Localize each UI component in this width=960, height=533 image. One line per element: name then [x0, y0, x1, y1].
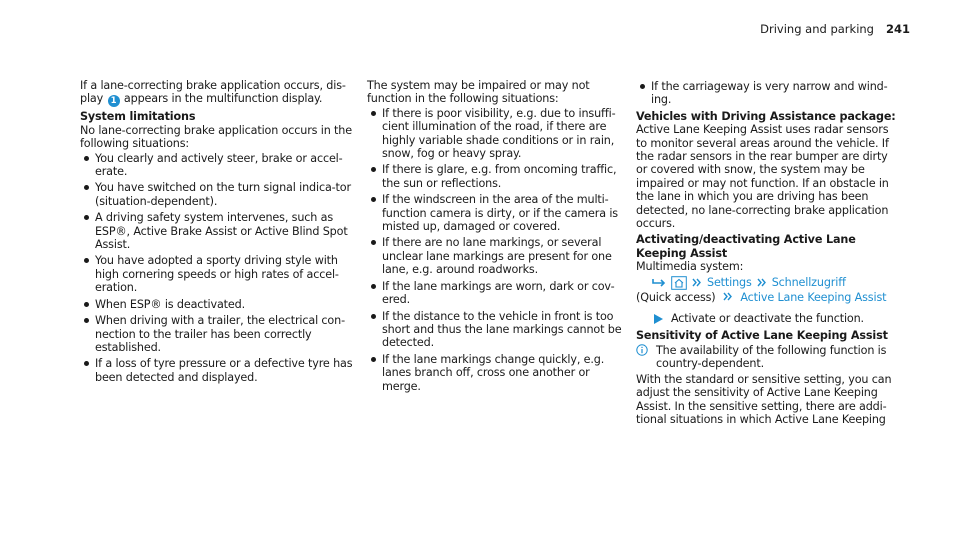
column-1 — [80, 79, 355, 387]
list-item: You clearly and actively steer, brake or accel-erate. — [80, 152, 355, 179]
intro-paragraph: If a lane-correcting brake application occurs, dis-play 1 appears in the multifunction display. — [80, 79, 346, 107]
multimedia-label: Multimedia system: — [636, 260, 744, 274]
list-item: If there is poor visibility, e.g. due to insuffi-cient illumination of the road, if there are highly variable shade conditions or in rain, snow, fog or heavy spray. — [367, 107, 627, 161]
narrow-road-list — [636, 80, 901, 107]
quick-access-line: (Quick access) Active Lane Keeping Assist — [636, 290, 887, 304]
limitations-lead: No lane-correcting brake application occurs in the following situations: — [80, 123, 352, 151]
list-item: If there is glare, e.g. from oncoming traffic, the sun or reflections. — [367, 163, 627, 190]
active-lane-keeping-assist-menu-item[interactable]: Active Lane Keeping Assist — [740, 290, 887, 304]
quick-access-menu-item[interactable]: Schnellzugriff — [771, 275, 846, 289]
list-item: If the lane markings change quickly, e.g. lanes branch off, cross one another or merge. — [367, 353, 627, 393]
column-3 — [636, 79, 901, 426]
action-step — [636, 312, 901, 325]
settings-menu-item[interactable]: Settings — [707, 275, 752, 289]
impaired-list — [367, 107, 627, 393]
list-item: You have adopted a sporty driving style with high cornering speeds or high rates of accel-eration. — [80, 254, 355, 294]
info-text: The availability of the following function is country-dependent. — [656, 343, 887, 371]
list-item: If the carriageway is very narrow and wind-ing. — [636, 80, 901, 107]
info-note — [636, 344, 901, 371]
list-item: If a loss of tyre pressure or a defective tyre has been detected and displayed. — [80, 357, 355, 384]
page-number: 241 — [885, 22, 910, 36]
activating-heading: Activating/deactivating Active Lane Keeping Assist — [636, 233, 856, 260]
column-2 — [367, 79, 627, 396]
list-item: If there are no lane markings, or several unclear lane markings are present for one lane, e.g. around roadworks. — [367, 236, 627, 276]
play-icon — [654, 314, 663, 324]
sensitivity-heading: Sensitivity of Active Lane Keeping Assist — [636, 328, 888, 342]
system-limitations-heading: System limitations — [80, 110, 196, 124]
impaired-lead: The system may be impaired or may not function in the following situations: — [367, 79, 590, 106]
info-icon — [636, 344, 648, 356]
navigation-path — [636, 276, 901, 290]
list-item: You have switched on the turn signal indica-tor (situation-dependent). — [80, 181, 355, 208]
list-item: A driving safety system intervenes, such as ESP®, Active Brake Assist or Active Blind Spot Assist. — [80, 211, 355, 251]
list-item: If the distance to the vehicle in front is too short and thus the lane markings cannot be detected. — [367, 310, 627, 350]
page-header — [760, 22, 910, 36]
list-item: When ESP® is deactivated. — [80, 298, 355, 311]
display-badge-icon: 1 — [108, 95, 120, 107]
home-icon[interactable] — [671, 276, 687, 290]
sensitivity-text: With the standard or sensitive setting, you can adjust the sensitivity of Active Lane Keeping Assist. In the sensitive setting, there are addi-tional situations in which Active Lane Keeping — [636, 372, 892, 426]
list-item: When driving with a trailer, the electrical con-nection to the trailer has been correctly established. — [80, 314, 355, 354]
limitations-list — [80, 152, 355, 385]
action-text: Activate or deactivate the function. — [671, 312, 864, 326]
package-heading: Vehicles with Driving Assistance package: — [636, 109, 896, 123]
chevron-right-icon — [757, 278, 767, 287]
return-arrow-icon — [652, 278, 666, 288]
chevron-right-icon — [692, 278, 702, 287]
list-item: If the windscreen in the area of the multi-function camera is dirty, or if the camera is misted up, damaged or covered. — [367, 193, 627, 233]
list-item: If the lane markings are worn, dark or cov-ered. — [367, 280, 627, 307]
package-text: Active Lane Keeping Assist uses radar sensors to monitor several areas around the vehicle. If the radar sensors in the rear bumper are dirty or covered with snow, the system may be impaired or may not function. If an obstacle in the lane in which you are driving has been detected, no lane-correcting brake application occurs. — [636, 123, 889, 231]
section-title: Driving and parking — [760, 22, 874, 36]
chevron-right-icon — [723, 292, 733, 301]
